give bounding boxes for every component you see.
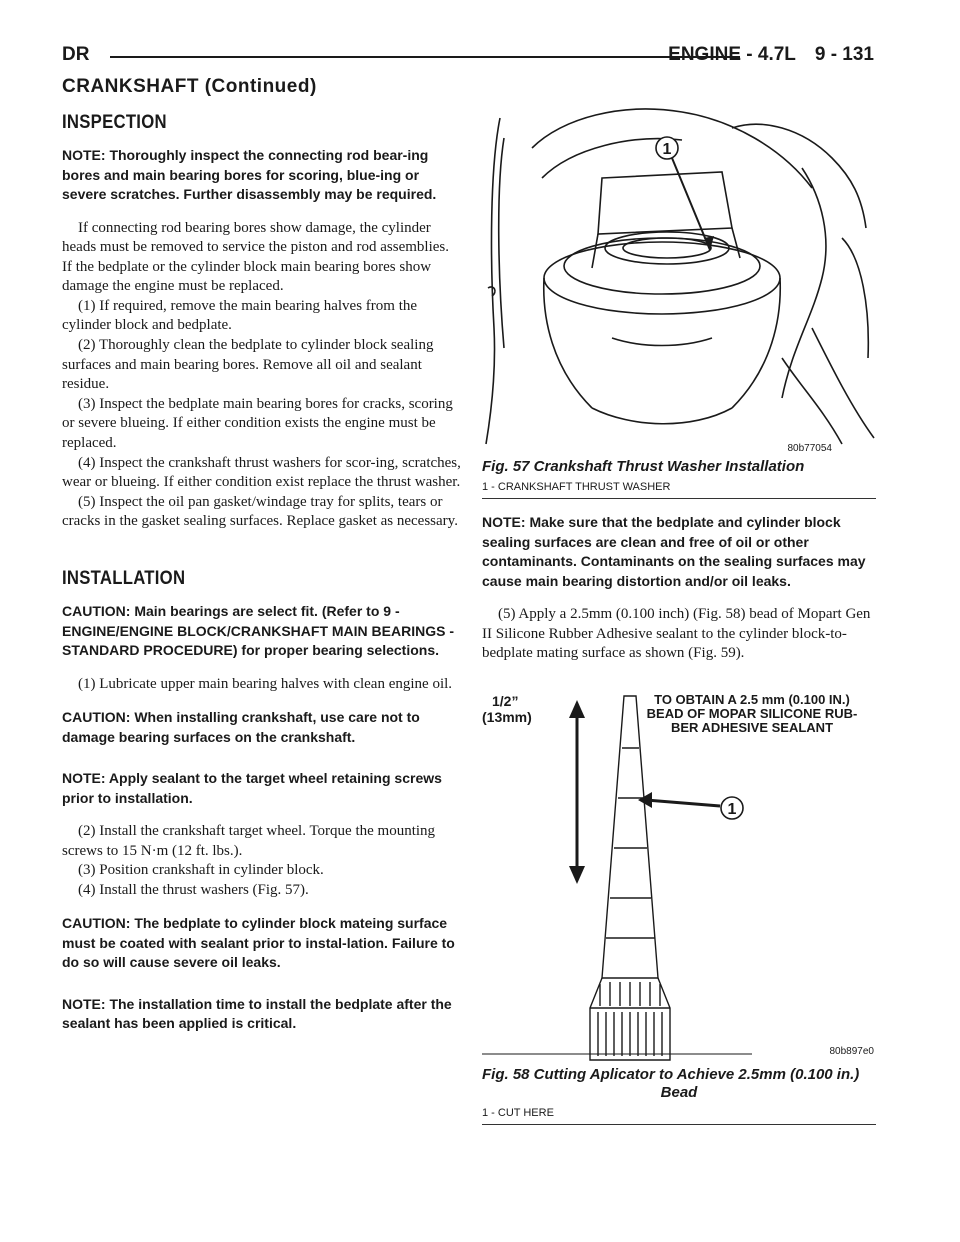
figure-58-code: 80b897e0 — [829, 1045, 874, 1057]
installation-caution-3: CAUTION: The bedplate to cylinder block mateing surface must be coated with sealant prior to instal-lation. Failure to do so will cause severe oil leaks. — [62, 915, 455, 971]
header-section — [668, 44, 874, 66]
installation-note-1: NOTE: Apply sealant to the target wheel retaining screws prior to installation. — [62, 770, 442, 806]
figure-57-legend: 1 - CRANKSHAFT THRUST WASHER — [482, 481, 671, 493]
right-column — [482, 108, 876, 1125]
figure-58-label-line-2: BEAD OF MOPAR SILICONE RUB- — [646, 705, 858, 721]
figure-58-label-line-3: BER ADHESIVE SEALANT — [670, 719, 834, 735]
left-column — [62, 112, 462, 1048]
figure-58-dimension-top: 1/2” — [492, 692, 519, 709]
figure-57-code: 80b77054 — [787, 443, 832, 454]
figure-58-caption-line-2: Bead — [660, 1083, 698, 1101]
installation-step-1: (1) Lubricate upper main bearing halves with clean engine oil. — [78, 675, 453, 692]
figure-57-callout: 1 — [662, 141, 672, 158]
figure-57-caption: Fig. 57 Crankshaft Thrust Washer Installation — [482, 458, 805, 475]
inspection-note: NOTE: Thoroughly inspect the connecting rod bear-ing bores and main bearing bores for scoring, blue-ing or severe scratches. Further disassembly may be required. — [62, 147, 437, 202]
figure-57 — [482, 108, 876, 499]
header-book-code: DR — [62, 44, 90, 65]
figure-58-rule — [482, 1124, 876, 1125]
installation-step-5: (5) Apply a 2.5mm (0.100 inch) (Fig. 58) bead of Mopart Gen II Silicone Rubber Adhesive sealant to the cylinder block-to-bedplate mating surface as shown (Fig. 59). — [482, 606, 871, 662]
figure-58-caption — [482, 1066, 876, 1102]
figure-58 — [482, 688, 876, 1125]
inspection-step-1: (1) If required, remove the main bearing halves from the cylinder block and bedplate. — [62, 297, 418, 334]
inspection-paragraph: If connecting rod bearing bores show damage, the cylinder heads must be removed to service the piston and rod assemblies. If the bedplate or the cylinder block main bearing bores show damage the engine must be replaced. — [62, 219, 449, 295]
installation-step-2: (2) Install the crankshaft target wheel. Torque the mounting screws to 15 N·m (12 ft. lbs.). — [62, 823, 436, 859]
inspection-step-2: (2) Thoroughly clean the bedplate to cylinder block sealing surfaces and main bearing bores. Remove all oil and sealant residue. — [62, 337, 434, 393]
installation-heading: INSTALLATION — [62, 568, 186, 589]
figure-57-rule — [482, 498, 876, 499]
inspection-step-3: (3) Inspect the bedplate main bearing bores for cracks, scoring or severe blueing. If either condition exists the engine must be replaced. — [62, 395, 453, 452]
figure-58-legend: 1 - CUT HERE — [482, 1106, 554, 1119]
figure-58-caption-line-1: Fig. 58 Cutting Aplicator to Achieve 2.5mm (0.100 in.) — [482, 1065, 860, 1083]
installation-caution-2: CAUTION: When installing crankshaft, use care not to damage bearing surfaces on the crankshaft. — [62, 709, 420, 745]
installation-caution-1: CAUTION: Main bearings are select fit. (Refer to 9 - ENGINE/ENGINE BLOCK/CRANKSHAFT MAIN BEARINGS - STANDARD PROCEDURE) for proper bearing selections. — [62, 603, 455, 658]
continued-title: CRANKSHAFT (Continued) — [62, 76, 317, 97]
inspection-heading: INSPECTION — [62, 112, 167, 133]
inspection-step-5: (5) Inspect the oil pan gasket/windage tray for splits, tears or cracks in the gasket sealing surfaces. Replace gasket as necessary. — [62, 493, 458, 530]
header-section-title: ENGINE - 4.7L — [668, 44, 796, 65]
header-rule — [110, 56, 740, 58]
figure-58-callout: 1 — [727, 800, 737, 818]
installation-step-4: (4) Install the thrust washers (Fig. 57). — [78, 881, 309, 898]
installation-note-2: NOTE: The installation time to install the bedplate after the sealant has been applied is critical. — [62, 995, 452, 1032]
crankshaft-thrust-washer-illustration — [482, 108, 876, 458]
installation-note-3: NOTE: Make sure that the bedplate and cylinder block sealing surfaces are clean and free of oil or other contaminants. Contaminants on the sealing surfaces may cause main bearing distortion and/or oil leaks. — [482, 514, 866, 589]
figure-58-dimension-bottom: (13mm) — [482, 708, 532, 725]
sealant-applicator-illustration — [482, 688, 876, 1066]
figure-58-label-line-1: TO OBTAIN A 2.5 mm (0.100 IN.) — [654, 691, 850, 707]
header-page-number: 9 - 131 — [814, 44, 874, 65]
installation-step-3: (3) Position crankshaft in cylinder block. — [78, 862, 324, 879]
inspection-step-4: (4) Inspect the crankshaft thrust washers for scor-ing, scratches, wear or blueing. If either condition exist replace the thrust washer. — [62, 454, 461, 491]
